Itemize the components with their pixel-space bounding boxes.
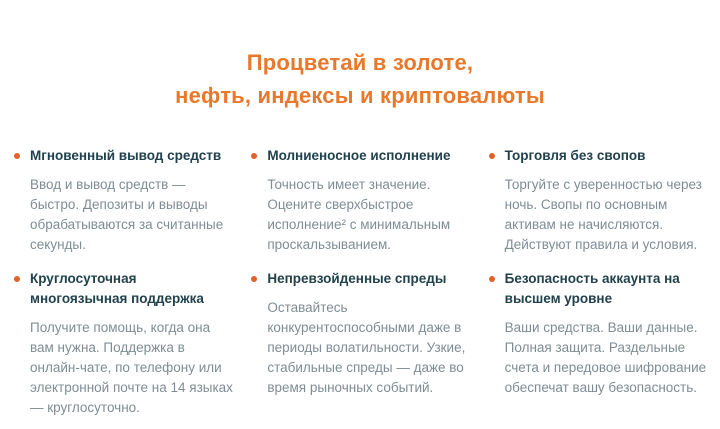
feature-title: Непревзойденные спреды	[267, 271, 447, 286]
feature-description: Торгуйте с уверенностью через ночь. Свопы по основным активам не начисляются. Действуют правила и условия.	[504, 177, 702, 252]
feature-content	[30, 269, 235, 418]
feature-title: Мгновенный вывод средств	[30, 148, 222, 163]
bullet-icon	[251, 276, 257, 282]
feature-content	[505, 269, 710, 398]
feature-title: Молниеносное исполнение	[267, 148, 451, 163]
bullet-icon	[251, 153, 257, 159]
feature-multilingual-support	[14, 269, 235, 418]
feature-title: Круглосуточная многоязычная поддержка	[30, 271, 204, 306]
feature-description: Оставайтесь конкурентоспособными даже в периоды волатильности. Узкие, стабильные спреды — даже во время рыночных событий.	[267, 300, 466, 395]
bullet-icon	[14, 276, 20, 282]
page-title-line1: Процветай в золоте,	[246, 50, 474, 75]
feature-content	[267, 269, 472, 398]
page-title	[0, 46, 720, 112]
features-grid	[0, 146, 720, 418]
feature-description: Получите помощь, когда она вам нужна. Поддержка в онлайн-чате, по телефону или электронной почте на 14 языках — круглосуточно.	[30, 320, 233, 415]
feature-content	[30, 146, 235, 255]
feature-description: Ваши средства. Ваши данные. Полная защита. Раздельные счета и передовое шифрование обеспечат вашу безопасность.	[504, 320, 707, 395]
feature-content	[505, 146, 710, 255]
page-title-line2: нефть, индексы и криптовалюты	[175, 83, 545, 108]
feature-swap-free-trading	[489, 146, 710, 255]
feature-unbeatable-spreads	[251, 269, 472, 398]
feature-title: Торговля без свопов	[504, 148, 646, 163]
feature-description: Точность имеет значение. Оцените сверхбыстрое исполнение² с минимальным проскальзыванием.	[267, 177, 451, 252]
feature-content	[267, 146, 472, 255]
feature-account-security	[489, 269, 710, 398]
bullet-icon	[489, 153, 495, 159]
feature-fast-execution	[251, 146, 472, 255]
feature-title: Безопасность аккаунта на высшем уровне	[504, 271, 680, 306]
feature-instant-withdrawals	[14, 146, 235, 255]
feature-description: Ввод и вывод средств — быстро. Депозиты и выводы обрабатываются за считанные секунды.	[30, 177, 224, 252]
bullet-icon	[14, 153, 20, 159]
bullet-icon	[489, 276, 495, 282]
